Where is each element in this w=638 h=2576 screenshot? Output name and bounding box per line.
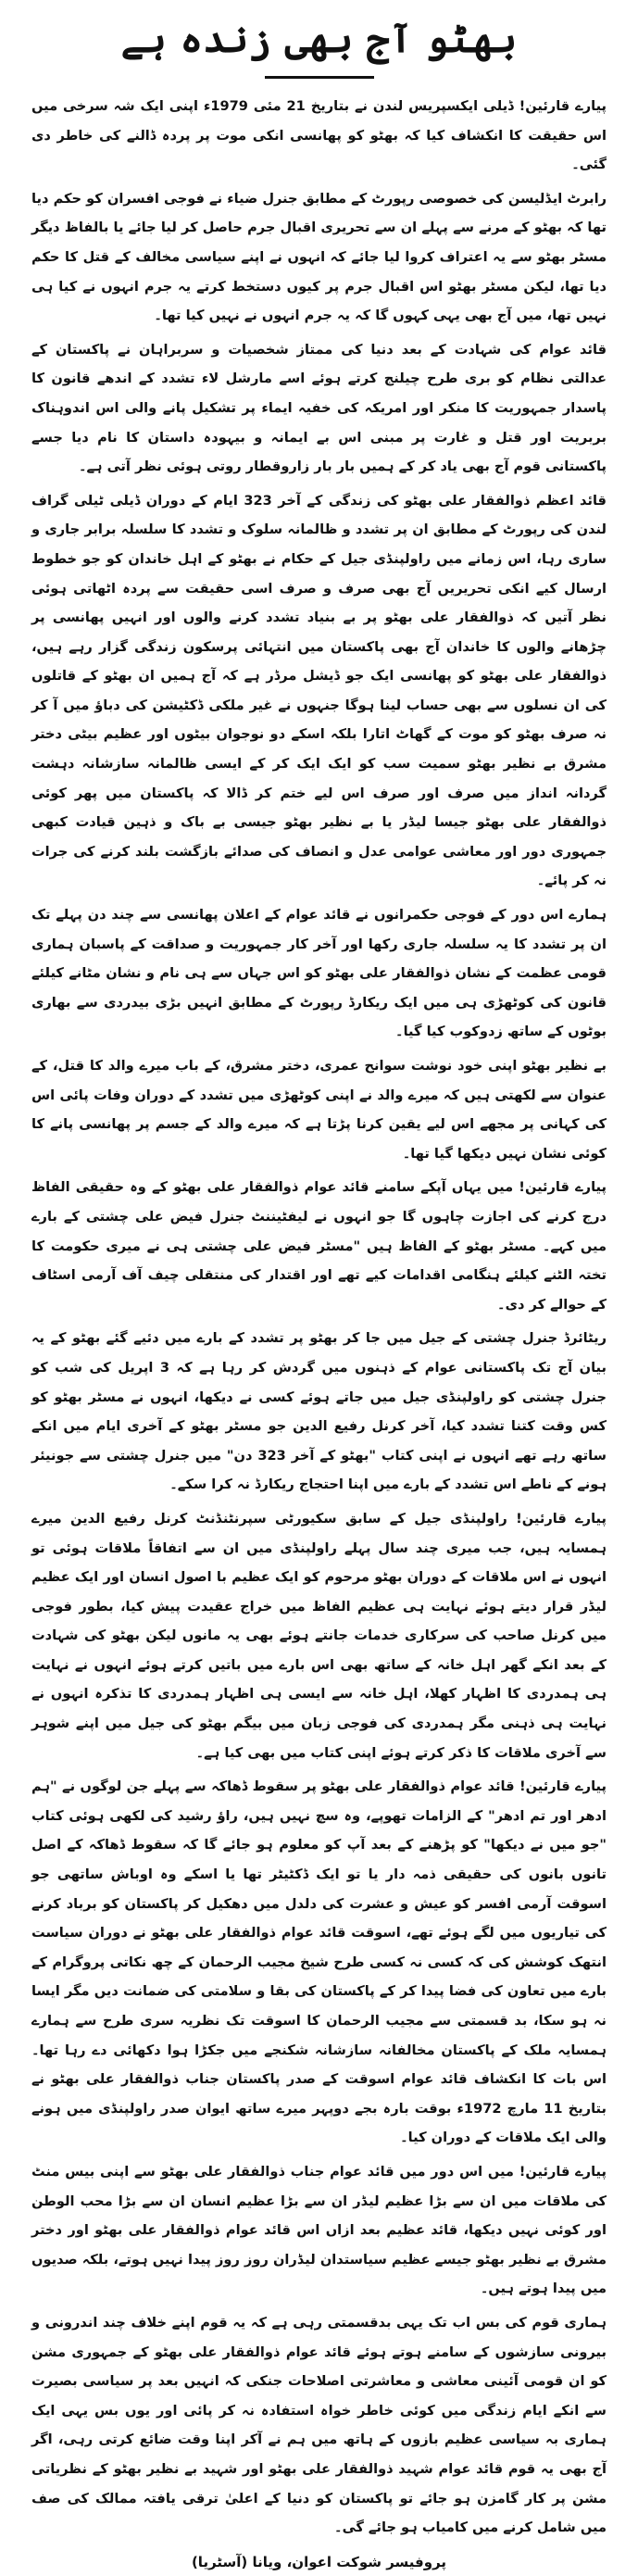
paragraph-9: پیارے قارئین! راولپنڈی جیل کے سابق سکیورٹی سپرنٹنڈنٹ کرنل رفیع الدین میرے ہمسایہ ہیں، جب میری چند سال پہلے راولپنڈی میں ان سے اتفاقاً ملاقات ہوئی تو انہوں نے اس ملاقات کے دوران بھٹو مرحوم کو ایک عظیم با اصول انسان اور ایک عظیم لیڈر قرار دیتے ہوئے نہایت ہی عظیم الفاظ میں خراج عقیدت پیش کیا، بطور فوجی میں کرنل صاحب کی سرکاری خدمات جانتے ہوئے بھی یہ مانوں لیکن بھٹو کی شہادت کے بعد انکے گھر اہل خانہ کے ساتھ بھی اس بارے میں باتیں کرتے ہوئے انہوں نے نہایت ہی ہمدردی کا اظہار کھلا، اہل خانہ سے ایسی ہی اظہار ہمدردی کا تذکرہ انہوں نے نہایت ہی ذہنی مگر ہمدردی کی فوجی زبان میں بیگم بھٹو کی جیل میں اپنے شوہر سے آخری ملاقات کا ذکر کرتے ہوئے اپنی کتاب میں بھی کیا ہے۔ (31, 1510, 607, 1761)
paragraph-12: ہماری قوم کی بس اب تک یہی بدقسمتی رہی ہے کہ یہ قوم اپنے خلاف چند اندرونی و بیرونی سازشوں کے سامنے ہوتے ہوئے قائد عوام ذوالفقار علی بھٹو کے جمہوری مشن کو ان قومی آئینی معاشی و معاشرتی اصلاحات جنکی کہ انہیں بعد پر سیاسی بصیرت سے انکے ایام زندگی میں کوئی خاطر خواہ استفادہ نہ کر پائی اور یوں بس یہی ایک ہماری بہ سیاسی عظیم بازوں کے ہاتھ میں ہم نے آکر اپنا وقت ضائع کرتی رہی، اگر آج بھی یہ قوم قائد عوام شہید ذوالفقار علی بھٹو اور شہید بے نظیر بھٹو کے نظریاتی مشن پر کار گامزن ہو جائے تو پاکستان کو دنیا کے اعلیٰ ترقی یافتہ ممالک کی صف میں شامل کرنے میں کامیاب ہو جائے گی۔ (31, 2314, 607, 2536)
title-block (31, 9, 607, 79)
title-underline (265, 76, 374, 79)
paragraph-11: پیارے قارئین! میں اس دور میں قائد عوام جناب ذوالفقار علی بھٹو سے اپنی بیس منٹ کی ملاقات میں ان سے بڑا عظیم لیڈر ان سے بڑا عظیم انسان ان سے بڑا محب الوطن اور کوئی نہیں دیکھا، قائد عظیم بعد ازاں اس قائد عوام ذوالفقار علی بھٹو اور دختر مشرق بے نظیر بھٹو جیسے عظیم سیاستدان لیڈران روز روز پیدا نہیں ہوتے، بلکہ صدیوں میں پیدا ہوتے ہیں۔ (31, 2163, 607, 2297)
paragraph-10: پیارے قارئین! قائد عوام ذوالفقار علی بھٹو پر سقوط ڈھاکہ سے پہلے جن لوگوں نے "ہم ادھر اور تم ادھر" کے الزامات تھوپے، وہ سچ نہیں ہیں، راؤ رشید کی لکھی ہوئی کتاب "جو میں نے دیکھا" کو پڑھنے کے بعد آپ کو معلوم ہو جائے گا کہ سقوط ڈھاکہ کے اصل تانوں بانوں کی حقیقی ذمہ دار یا تو ایک ڈکٹیٹر تھا یا اسکے وہ اوباش ساتھی جو اسوقت آرمی افسر کو عیش و عشرت کی دلدل میں دھکیل کر پاکستان کو برباد کرنے کی تیاریوں میں لگے ہوئے تھے، اسوقت قائد عوام ذوالفقار علی بھٹو نے دوران سیاست انتھک کوشش کی کہ کسی نہ کسی طرح شیخ مجیب الرحمان کے چھ نکاتی پروگرام کے بارے میں تعاون کی فضا پیدا کر کے پاکستان کی بقا و سلامتی کی ضمانت دیں مگر ایسا نہ ہو سکا، بد قسمتی سے مجیب الرحمان کا اسوقت تک نظریہ سری طرح سے ہمارے ہمسایہ ملک کے پاکستان مخالفانہ سازشانہ شکنجے میں جکڑا ہوا دکھائی دے رہا تھا۔ اس بات کا انکشاف قائد عوام اسوقت کے صدر پاکستان جناب ذوالفقار علی بھٹو نے بتاریخ 11 مارچ 1972ء بوقت بارہ بجے دوپہر میرے ساتھ ایوان صدر راولپنڈی میں ہونے والی ایک ملاقات کے دوران کیا۔ (31, 1778, 607, 2146)
article-body (31, 92, 607, 2543)
paragraph-7: پیارے قارئین! میں یہاں آپکے سامنے قائد عوام ذوالفقار علی بھٹو کے وہ حقیقی الفاظ درج کرنے کی اجازت چاہوں گا جو انہوں نے لیفٹیننٹ جنرل فیض علی چشتی کے بارے میں کہے۔ مسٹر بھٹو کے الفاظ ہیں "مسٹر فیض علی چشتی ہی نے میری حکومت کا تختہ الٹنے کیلئے ہنگامی اقدامات کیے تھے اور اقتدار کی منتقلی چیف آف آرمی اسٹاف کے حوالے کر دی۔ (31, 1179, 607, 1313)
paragraph-3: قائد عوام کی شہادت کے بعد دنیا کی ممتاز شخصیات و سربراہان نے پاکستان کے عدالتی نظام کو بری طرح چیلنج کرتے ہوئے اسے مارشل لاء تشدد کے اندھے قانون کا پاسدار جمہوریت کا منکر اور امریکہ کی خفیہ ایماء پر تشکیل پانے والی اس اندوہناک بربریت اور قتل و غارت پر مبنی اس بے ایمانہ و بیہودہ داستان کا نام دیا جسے پاکستانی قوم آج بھی یاد کر کے ہمیں بار بار زاروقطار روتی ہوئی نظر آتی ہے۔ (31, 341, 607, 475)
paragraph-1: پیارے قارئین! ڈیلی ایکسپریس لندن نے بتاریخ 21 مئی 1979ء اپنی ایک شہ سرخی میں اس حقیقت کا انکشاف کیا کہ بھٹو کو پھانسی انکی موت پر پردہ ڈالنے کی خاطر دی گئی۔ (31, 98, 607, 173)
author-signature: پروفیسر شوکت اعوان، ویانا (آسٹریا) (191, 2553, 447, 2570)
paragraph-2: رابرٹ ایڈلیسن کی خصوصی رپورٹ کے مطابق جنرل ضیاء نے فوجی افسران کو حکم دیا تھا کہ بھٹو کے مرنے سے پہلے ان سے تحریری اقبال جرم حاصل کر لیا جائے یا بالفاظ دیگر مسٹر بھٹو سے یہ اعتراف کروا لیا جائے کہ انہوں نے اپنے سیاسی مخالف کے قتل کا حکم دیا تھا، لیکن مسٹر بھٹو اس اقبال جرم پر کیوں دستخط کرتے یہ جرم انہوں نے کیا ہی نہیں تھا، میں آج بھی یہی کہوں گا کہ یہ جرم انہوں نے نہیں کیا تھا۔ (31, 190, 607, 324)
paragraph-5: ہمارے اس دور کے فوجی حکمرانوں نے قائد عوام کے اعلان پھانسی سے چند دن پہلے تک ان پر تشدد کا یہ سلسلہ جاری رکھا اور آخر کار جمہوریت و صداقت کے پاسبان ہماری قومی عظمت کے نشان ذوالفقار علی بھٹو کو اس جہاں سے ہی نام و نشان مٹانے کیلئے قانون کی کوٹھڑی ہی میں ایک ریکارڈ رپورٹ کے مطابق انہیں بڑی بیدردی سے بھاری بوٹوں کے ساتھ زدوکوب کیا گیا۔ (31, 907, 607, 1040)
paragraph-4: قائد اعظم ذوالفقار علی بھٹو کی زندگی کے آخر 323 ایام کے دوران ڈیلی ٹیلی گراف لندن کی رپورٹ کے مطابق ان پر تشدد و ظالمانہ سلوک و تشدد کا سلسلہ برابر جاری و ساری رہا، اس زمانے میں راولپنڈی جیل کے حکام نے بھٹو کے اہل خاندان کو جو خطوط ارسال کیے انکی تحریریں آج بھی صرف و صرف اسی حقیقت سے پردہ اٹھاتی ہوئی نظر آتیں کہ ذوالفقار علی بھٹو پر بے بنیاد تشدد کرنے والوں اور انہیں پھانسی پر چڑھانے والوں کا خاندان آج بھی پاکستان میں انتہائی پرسکون زندگی گزار رہے ہیں، ذوالفقار علی بھٹو کو پھانسی ایک جو ڈیشل مرڈر ہے کہ آج ہمیں ان بھٹو کے قاتلوں کی ان نسلوں سے بھی حساب لینا ہوگا جنہوں نے غیر ملکی ڈکٹیشن کی دباؤ میں آ کر نہ صرف بھٹو کو موت کے گھاٹ اتارا بلکہ اسکے دو نوجوان بیٹوں اور عظیم بیٹی دختر مشرق بے نظیر بھٹو سمیت سب کو ایک ایک کر کے ایسی ظالمانہ سازشانہ دہشت گردانہ انداز میں صرف اور صرف اس لیے ختم کر ڈالا کہ پاکستان میں پھر کوئی ذوالفقار علی بھٹو جیسا لیڈر یا بے نظیر بھٹو جیسی بے باک و ذہین قیادت کبھی جمہوری دور اور معاشی عوامی عدل و انصاف کی صدائے بازگشت بلند کرنے کی جرات نہ کر پائے۔ (31, 492, 607, 889)
paragraph-6: بے نظیر بھٹو اپنی خود نوشت سوانح عمری، دختر مشرق، کے باب میرے والد کا قتل، کے عنوان سے لکھتی ہیں کہ میرے والد نے اپنی کوٹھڑی میں تشدد کے دوران وفات پائی اس کی کہانی پر مجھے اس لیے یقین کرنا پڑتا ہے کہ میرے والد کے جسم پر پھانسی پانے کا کوئی نشان نہیں دیکھا گیا تھا۔ (31, 1058, 607, 1162)
article-title: بھٹو آج بھی زندہ ہے (120, 16, 518, 61)
paragraph-8: ریٹائرڈ جنرل چشتی کے جیل میں جا کر بھٹو پر تشدد کے بارے میں دئیے گئے بھٹو کے یہ بیان آج تک پاکستانی عوام کے ذہنوں میں گردش کر رہا ہے کہ 3 اپریل کی شب کو جنرل چشتی کو راولپنڈی جیل میں جاتے ہوئے کسی نے دیکھا، انہوں نے مسٹر بھٹو کو کس وقت کتنا تشدد کیا، آخر کرنل رفیع الدین جو مسٹر بھٹو کے آخری ایام میں انکے ساتھ رہے تھے انہوں نے اپنی کتاب "بھٹو کے آخر 323 دن" میں جنرل چشتی سے جونیئر ہونے کے ناطے اس تشدد کے بارے میں اپنا احتجاج ریکارڈ نہ کرا سکے۔ (31, 1330, 607, 1493)
